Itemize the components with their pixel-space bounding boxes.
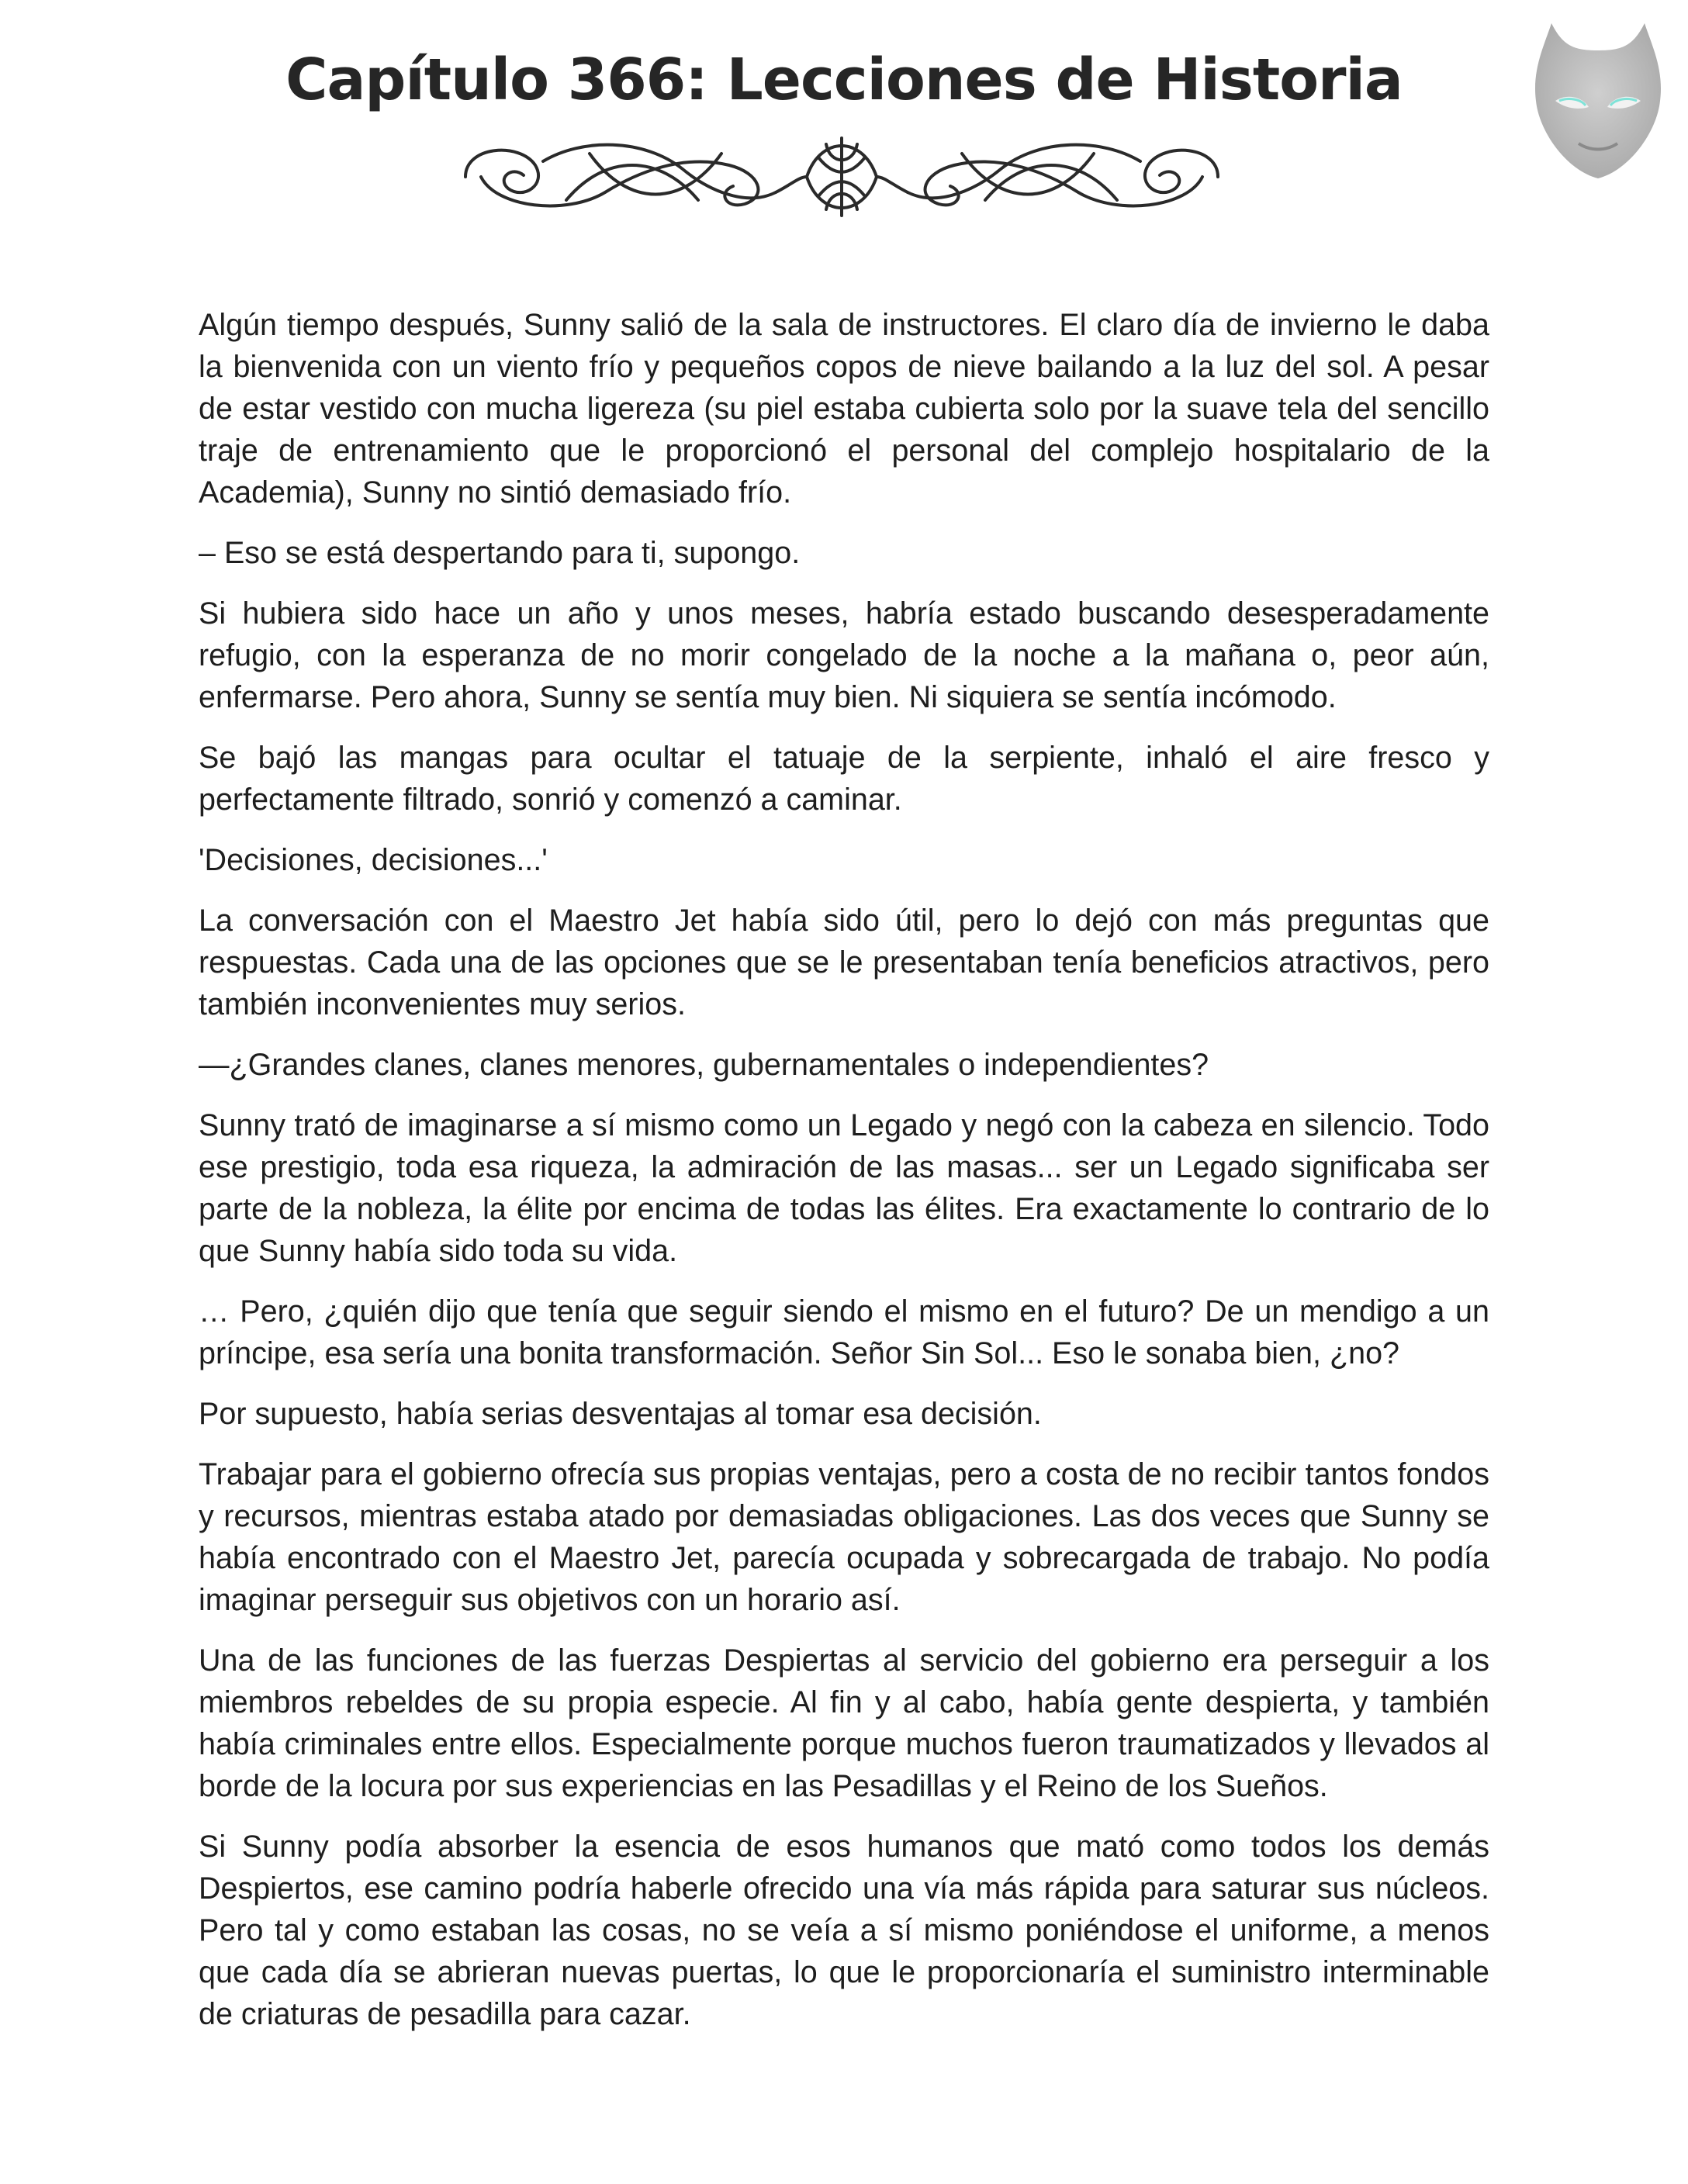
paragraph: – Eso se está despertando para ti, supongo.	[199, 536, 801, 570]
paragraph: 'Decisiones, decisiones...'	[199, 843, 548, 877]
paragraph: La conversación con el Maestro Jet había sido útil, pero lo dejó con más preguntas que respuestas. Cada una de las opciones que se le presentaban tenía beneficios atractivos, pero también inconvenientes muy serios.	[199, 904, 1489, 1021]
paragraph: Trabajar para el gobierno ofrecía sus propias ventajas, pero a costa de no recibir tantos fondos y recursos, mientras estaba atado por demasiadas obligaciones. Las dos veces que Sunny se había encontrado con el Maestro Jet, parecía ocupada y sobrecargada de trabajo. No podía imaginar perseguir sus objetivos con un horario así.	[199, 1457, 1489, 1617]
paragraph: Si Sunny podía absorber la esencia de esos humanos que mató como todos los demás Despiertos, ese camino podría haberle ofrecido una vía más rápida para saturar sus núcleos. Pero tal y como estaban las cosas, no se veía a sí mismo poniéndose el uniforme, a menos que cada día se abrieran nuevas puertas, lo que le proporcionaría el suministro interminable de criaturas de pesadilla para cazar.	[199, 1830, 1489, 2031]
chapter-body	[199, 304, 1489, 2054]
filigree-divider-icon	[450, 123, 1233, 231]
paragraph: —¿Grandes clanes, clanes menores, gubernamentales o independientes?	[199, 1048, 1209, 1082]
paragraph: … Pero, ¿quién dijo que tenía que seguir siendo el mismo en el futuro? De un mendigo a un príncipe, esa sería una bonita transformación. Señor Sin Sol... Eso le sonaba bien, ¿no?	[199, 1294, 1489, 1370]
paragraph: Si hubiera sido hace un año y unos meses, habría estado buscando desesperadamente refugio, con la esperanza de no morir congelado de la noche a la mañana o, peor aún, enfermarse. Pero ahora, Sunny se sentía muy bien. Ni siquiera se sentía incómodo.	[199, 596, 1489, 714]
chapter-title: Capítulo 366: Lecciones de Historia	[285, 47, 1403, 113]
paragraph: Algún tiempo después, Sunny salió de la sala de instructores. El claro día de invierno le daba la bienvenida con un viento frío y pequeños copos de nieve bailando a la luz del sol. A pesar de estar vestido con mucha ligereza (su piel estaba cubierta solo por la suave tela del sencillo traje de entrenamiento que le proporcionó el personal del complejo hospitalario de la Academia), Sunny no sintió demasiado frío.	[199, 308, 1489, 510]
paragraph: Sunny trató de imaginarse a sí mismo como un Legado y negó con la cabeza en silencio. Todo ese prestigio, toda esa riqueza, la admiración de las masas... ser un Legado significaba ser parte de la nobleza, la élite por encima de todas las élites. Era exactamente lo contrario de lo que Sunny había sido toda su vida.	[199, 1108, 1489, 1268]
demon-head-logo-icon	[1520, 16, 1676, 186]
paragraph: Una de las funciones de las fuerzas Despiertas al servicio del gobierno era perseguir a los miembros rebeldes de su propia especie. Al fin y al cabo, había gente despierta, y también había criminales entre ellos. Especialmente porque muchos fueron traumatizados y llevados al borde de la locura por sus experiencias en las Pesadillas y el Reino de los Sueños.	[199, 1643, 1489, 1803]
paragraph: Se bajó las mangas para ocultar el tatuaje de la serpiente, inhaló el aire fresco y perfectamente filtrado, sonrió y comenzó a caminar.	[199, 741, 1489, 817]
paragraph: Por supuesto, había serias desventajas al tomar esa decisión.	[199, 1397, 1042, 1431]
